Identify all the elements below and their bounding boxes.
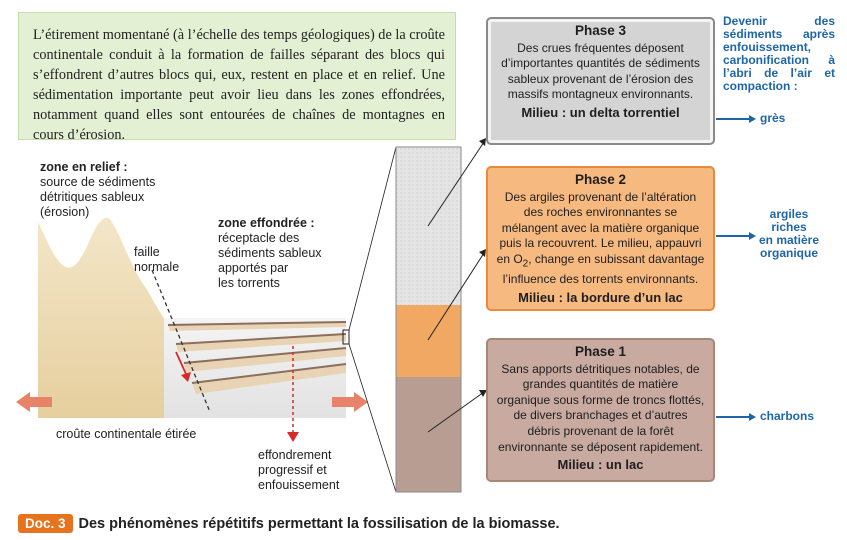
zone-effondree-desc-3: apportés par	[218, 261, 289, 275]
phase-3-body: Des crues fréquentes déposent d’importantes quantités de sédiments sableux provenant de l’érosion des massifs montagneux environnants.	[501, 40, 700, 102]
doc-badge: Doc. 3	[18, 514, 73, 533]
caption-text: Des phénomènes répétitifs permettant la fossilisation de la biomasse.	[78, 516, 560, 532]
faille-label	[134, 245, 179, 275]
phase-1-box	[486, 338, 715, 482]
zone-relief-title: zone en relief :	[40, 160, 128, 174]
zone-effondree-desc-4: les torrents	[218, 276, 280, 290]
phase-3-milieu: Milieu : un delta torrentiel	[521, 104, 680, 120]
gres-label: grès	[760, 111, 786, 125]
phase-2-title: Phase 2	[574, 172, 627, 187]
zone-relief-desc-2: détritiques sableux	[40, 190, 145, 204]
phase-1-title: Phase 1	[574, 344, 627, 359]
faille-label-2: normale	[134, 260, 180, 274]
phase-3-box	[486, 17, 715, 145]
arrow-charbons	[749, 413, 756, 421]
argiles-label-3: en matière	[758, 233, 820, 247]
subsidence-arrow	[287, 432, 299, 442]
phase-2-body-sub: 2	[522, 258, 529, 270]
sediment-column	[396, 147, 461, 492]
croute-label: croûte continentale étirée	[56, 427, 197, 441]
effondrement-label	[258, 448, 339, 493]
zone-effondree-label	[218, 216, 368, 291]
zone-relief-desc-1: source de sédiments	[40, 175, 156, 189]
phase-3-title: Phase 3	[574, 23, 627, 38]
phase-2-body	[497, 190, 705, 286]
argiles-label-1: argiles	[769, 207, 809, 221]
effondrement-label-3: enfouissement	[258, 478, 340, 492]
effondrement-label-1: effondrement	[258, 448, 332, 462]
phase-2-milieu: Milieu : la bordure d’un lac	[518, 289, 683, 305]
argiles-label	[758, 208, 820, 260]
faille-label-1: faille	[134, 245, 160, 259]
argiles-label-2: riches	[771, 220, 807, 234]
arrow-gres	[749, 115, 756, 123]
phase-1-body: Sans apports détritiques notables, de grandes quantités de matière organique sous forme de troncs flottés, de divers branchages et d’autres débris provenant de la forêt environnante se déposent rapidement.	[496, 361, 705, 454]
argiles-label-4: organique	[759, 246, 818, 260]
effondrement-label-2: progressif et	[258, 463, 327, 477]
zone-effondree-desc-1: réceptacle des	[218, 231, 300, 245]
zone-effondree-desc-2: sédiments sableux	[218, 246, 322, 260]
phase-2-body-pre: Des argiles provenant de l’altération des roches environnantes se mélangent avec la matière organique puis la recouvrent. Le milieu, appauvri en O	[496, 189, 702, 266]
charbons-label: charbons	[760, 409, 815, 423]
phase-2-body-post: , change en subissant davantage l’influence des torrents environnants.	[502, 251, 705, 286]
arrow-argiles	[749, 232, 756, 240]
figure-caption	[18, 514, 560, 533]
intro-text: L’étirement momentané (à l’échelle des temps géologiques) de la croûte continentale conduit à la formation de failles séparant des blocs qui s’effondrent d’autres blocs qui, eux, restent en place et en relief. Une sédimentation importante peut avoir lieu dans les zones effondrées, notamment quand elles sont entourées de chaînes de montagnes en cours d’érosion.	[33, 27, 445, 143]
phase-2-box	[486, 166, 715, 311]
zone-effondree-title: zone effondrée :	[218, 216, 315, 230]
zone-relief-label	[40, 160, 200, 220]
zone-relief-desc-3: (érosion)	[40, 205, 90, 219]
phase-1-milieu: Milieu : un lac	[557, 457, 644, 473]
devenir-title: Devenir des sédiments après enfouissement, carbonification à l’abri de l’air et compaction :	[723, 14, 835, 93]
